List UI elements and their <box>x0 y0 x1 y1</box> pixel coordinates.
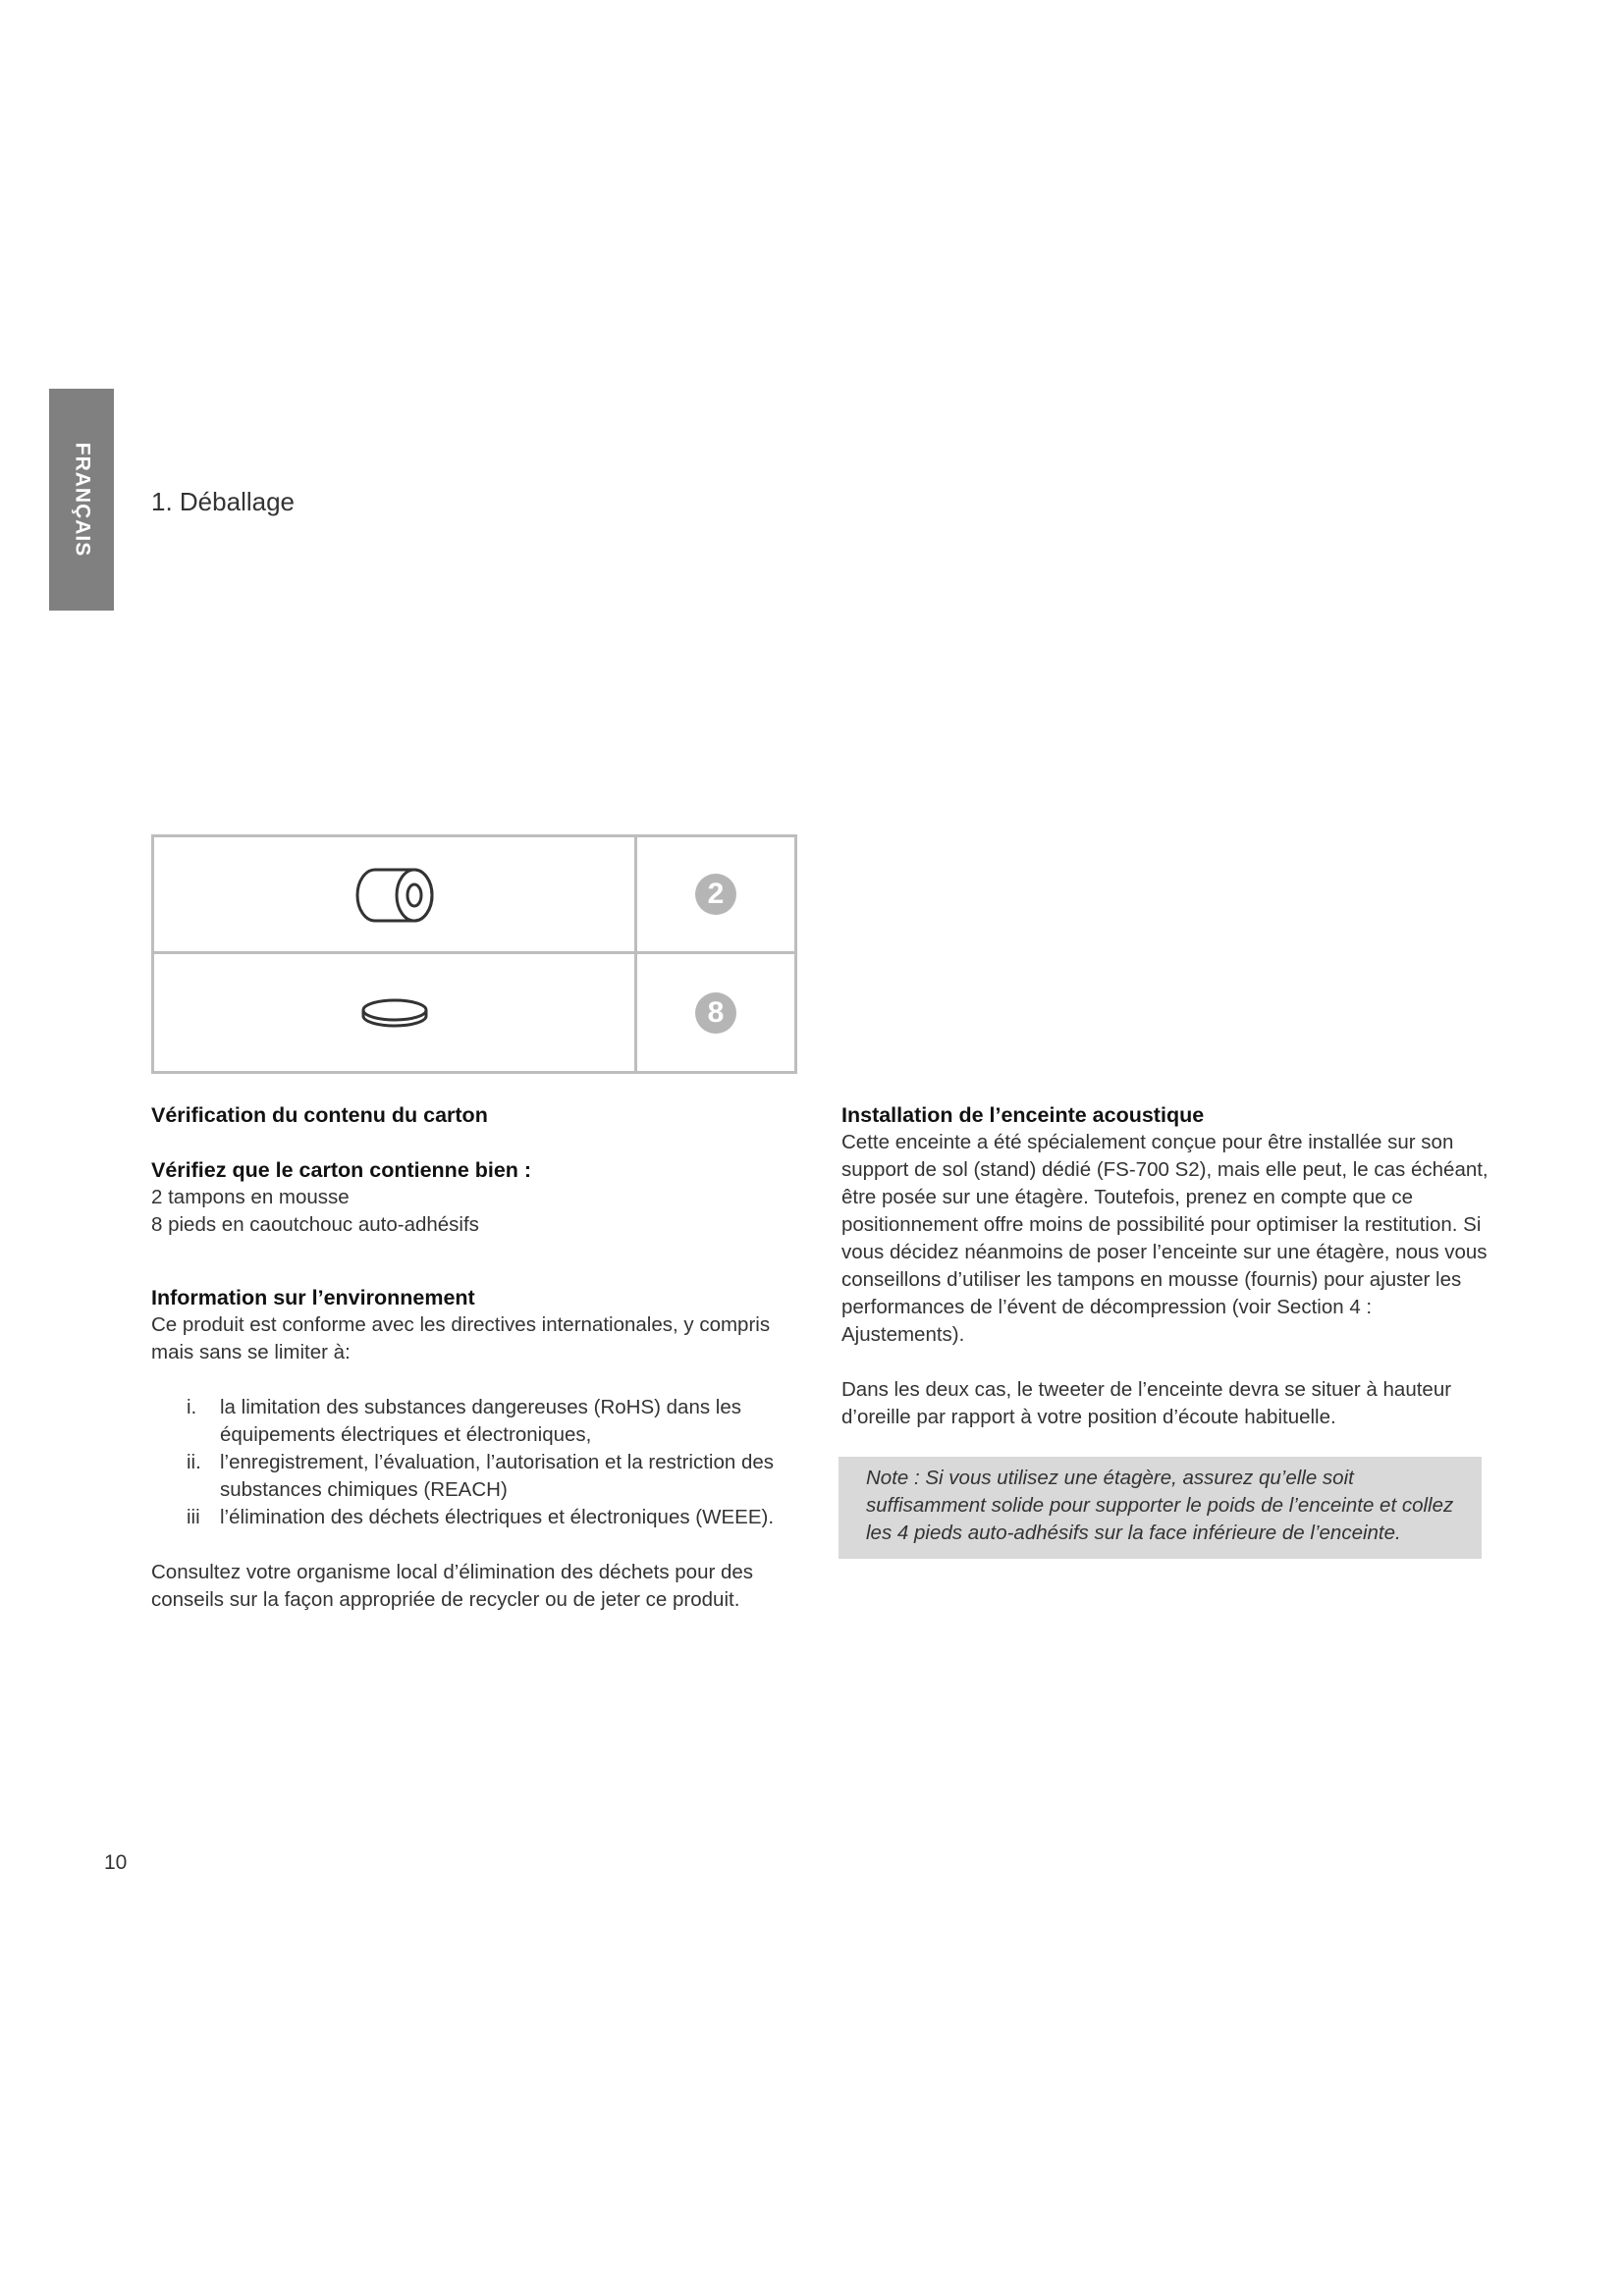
rubber-foot-cell <box>154 954 637 1071</box>
verify-heading: Vérifiez que le carton contienne bien : <box>151 1158 532 1182</box>
environment-outro: Consultez votre organisme local d’élimination des déchets pour des conseils sur la façon appropriée de recycler ou de jeter ce produit. <box>151 1561 754 1611</box>
page-number: 10 <box>104 1851 128 1874</box>
check-heading: Vérification du contenu du carton <box>151 1103 488 1127</box>
foam-bung-cell <box>154 837 637 954</box>
foam-bung-qty-cell <box>637 837 794 954</box>
quantity-badge: 2 <box>695 874 736 915</box>
contents-item: 2 tampons en mousse <box>151 1186 350 1208</box>
list-item: ii. l’enregistrement, l’évaluation, l’autorisation et la restriction des substances chimiques (REACH) <box>187 1451 775 1501</box>
list-item: iii l’élimination des déchets électriques et électroniques (WEEE). <box>187 1506 775 1528</box>
language-label: FRANÇAIS <box>71 442 93 558</box>
environment-heading: Information sur l’environnement <box>151 1286 475 1309</box>
note-box: Note : Si vous utilisez une étagère, assurez qu’elle soit suffisamment solide pour supporter le poids de l’enceinte et collez les 4 pieds auto-adhésifs sur la face inférieure de l’enceinte. <box>839 1457 1482 1559</box>
environment-intro: Ce produit est conforme avec les directives internationales, y compris mais sans se limiter à: <box>151 1313 771 1363</box>
package-contents-table <box>151 834 797 1074</box>
directives-list <box>151 1394 780 1531</box>
language-tab <box>49 389 114 611</box>
rubber-foot-icon <box>355 988 434 1038</box>
left-column <box>151 1101 780 1614</box>
install-paragraph: Dans les deux cas, le tweeter de l’enceinte devra se situer à hauteur d’oreille par rapport à votre position d’écoute habituelle. <box>841 1378 1452 1428</box>
list-item: i. la limitation des substances dangereuses (RoHS) dans les équipements électriques et électroniques, <box>187 1396 741 1446</box>
right-column <box>841 1101 1489 1559</box>
foam-bung-icon <box>346 860 444 929</box>
install-paragraph: Cette enceinte a été spécialement conçue pour être installée sur son support de sol (stand) dédié (FS-700 S2), mais elle peut, le cas échéant, être posée sur une étagère. Toutefois, prenez en compte que ce positionnement offre moins de possibilité pour optimiser la restitution. Si vous décidez néanmoins de poser l’enceinte sur une étagère, nous vous conseillons d’utiliser les tampons en mousse (fournis) pour ajuster les performances de l’évent de décompression (voir Section 4 : Ajustements). <box>841 1131 1489 1346</box>
quantity-badge: 8 <box>695 992 736 1034</box>
section-title: 1. Déballage <box>151 487 295 516</box>
install-heading: Installation de l’enceinte acoustique <box>841 1103 1205 1127</box>
contents-item: 8 pieds en caoutchouc auto-adhésifs <box>151 1213 479 1236</box>
rubber-foot-qty-cell <box>637 954 794 1071</box>
